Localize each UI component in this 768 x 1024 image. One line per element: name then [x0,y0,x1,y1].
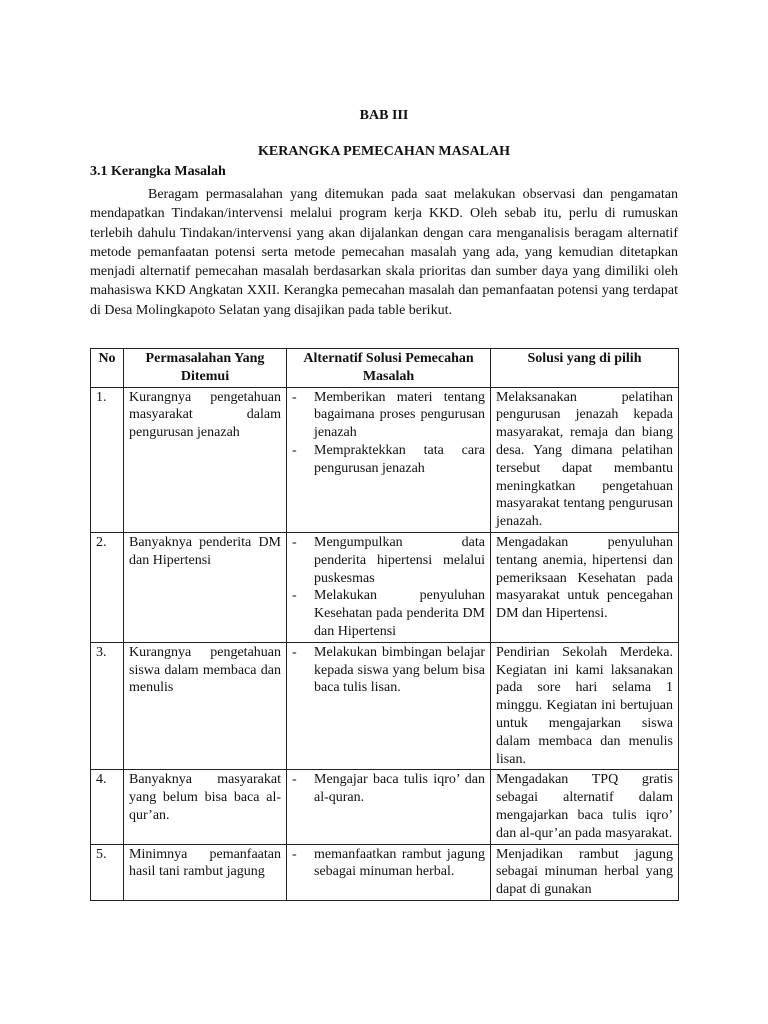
problem-cell: Banyaknya masyarakat yang belum bisa baca al-qur’an. [124,770,287,844]
alternatives-cell [287,642,491,770]
bullet-dash: - [292,772,297,788]
table-row [91,770,679,844]
bullet-dash: - [292,534,297,550]
alternative-text: Melakukan penyuluhan Kesehatan pada penderita DM dan Hipertensi [314,588,485,639]
alternative-item [292,846,485,882]
row-number: 2. [91,532,124,642]
table-body [91,387,679,900]
alternative-text: Mengajar baca tulis iqro’ dan al-quran. [314,772,485,806]
bullet-dash: - [292,588,297,604]
header-no: No [91,349,124,388]
alternative-item [292,389,485,442]
bullet-dash: - [292,644,297,660]
alternatives-list [292,534,485,641]
header-problem: Permasalahan Yang Ditemui [124,349,287,388]
alternatives-cell [287,844,491,900]
alternative-item [292,534,485,587]
alternative-item [292,644,485,697]
table-header-row [91,349,679,388]
bullet-dash: - [292,389,297,405]
problem-cell: Banyaknya penderita DM dan Hipertensi [124,532,287,642]
row-number: 3. [91,642,124,770]
alternative-item [292,771,485,807]
problem-cell: Minimnya pemanfaatan hasil tani rambut jagung [124,844,287,900]
alternatives-list [292,389,485,478]
problem-cell: Kurangnya pengetahuan siswa dalam membaca dan menulis [124,642,287,770]
table-row [91,844,679,900]
alternative-text: Memberikan materi tentang bagaimana proses pengurusan jenazah [314,389,485,441]
alternative-text: Mempraktekkan tata cara pengurusan jenazah [314,442,485,476]
chapter-title: KERANGKA PEMECAHAN MASALAH [257,144,510,159]
intro-paragraph: Beragam permasalahan yang ditemukan pada saat melakukan observasi dan pengamatan mendapatkan Tindakan/intervensi melalui program kerja KKD. Oleh sebab itu, perlu di rumuskan terlebih dahulu Tindakan/intervensi yang akan dijalankan dengan cara menganalisis beragam alternatif metode pemanfaatan potensi serta metode pemecahan masalah yang ada, yang kemudian ditetapkan menjadi alternatif pemecahan masalah berdasarkan skala prioritas dan sumber daya yang dimiliki oleh mahasiswa KKD Angkatan XXII. Kerangka pemecahan masalah dan pemanfaatan potensi yang terdapat di Desa Molingkapoto Selatan yang disajikan pada table berikut. [90,187,678,318]
table-row [91,387,679,532]
alternatives-cell [287,770,491,844]
alternative-text: memanfaatkan rambut jagung sebagai minuman herbal. [314,846,485,880]
chosen-solution-cell: Menjadikan rambut jagung sebagai minuman herbal yang dapat di gunakan [491,844,679,900]
chapter-label: BAB III [359,108,409,123]
row-number: 4. [91,770,124,844]
table-row [91,642,679,770]
alternative-item [292,587,485,640]
chosen-solution-cell: Pendirian Sekolah Merdeka. Kegiatan ini kami laksanakan pada sore hari selama 1 minggu. Kegiatan ini bertujuan untuk mengajarkan siswa dalam membaca dan menulis lisan. [491,642,679,770]
alternative-text: Mengumpulkan data penderita hipertensi melalui puskesmas [314,534,485,586]
chosen-solution-cell: Melaksanakan pelatihan pengurusan jenazah kepada masyarakat, remaja dan biang desa. Yang dimana pelatihan tersebut dapat membantu meningkatkan pengetahuan masyarakat tentang pengurusan jenazah. [491,387,679,532]
alternative-text: Melakukan bimbingan belajar kepada siswa yang belum bisa baca tulis lisan. [314,644,485,696]
table-row [91,532,679,642]
alternatives-cell [287,532,491,642]
problem-cell: Kurangnya pengetahuan masyarakat dalam pengurusan jenazah [124,387,287,532]
chosen-solution-cell: Mengadakan penyuluhan tentang anemia, hipertensi dan pemeriksaan Kesehatan pada masyarakat untuk pencegahan DM dan Hipertensi. [491,532,679,642]
alternatives-cell [287,387,491,532]
header-alternatives: Alternatif Solusi Pemecahan Masalah [287,349,491,388]
chosen-solution-cell: Mengadakan TPQ gratis sebagai alternatif dalam mengajarkan baca tulis iqro’ dan al-qur’an pada masyarakat. [491,770,679,844]
alternative-item [292,442,485,478]
bullet-dash: - [292,442,297,458]
problem-framework-table [90,348,679,901]
alternatives-list [292,644,485,697]
alternatives-list [292,771,485,807]
section-heading: 3.1 Kerangka Masalah [90,164,226,179]
header-chosen-solution: Solusi yang di pilih [491,349,679,388]
alternatives-list [292,846,485,882]
row-number: 5. [91,844,124,900]
bullet-dash: - [292,846,297,862]
row-number: 1. [91,387,124,532]
